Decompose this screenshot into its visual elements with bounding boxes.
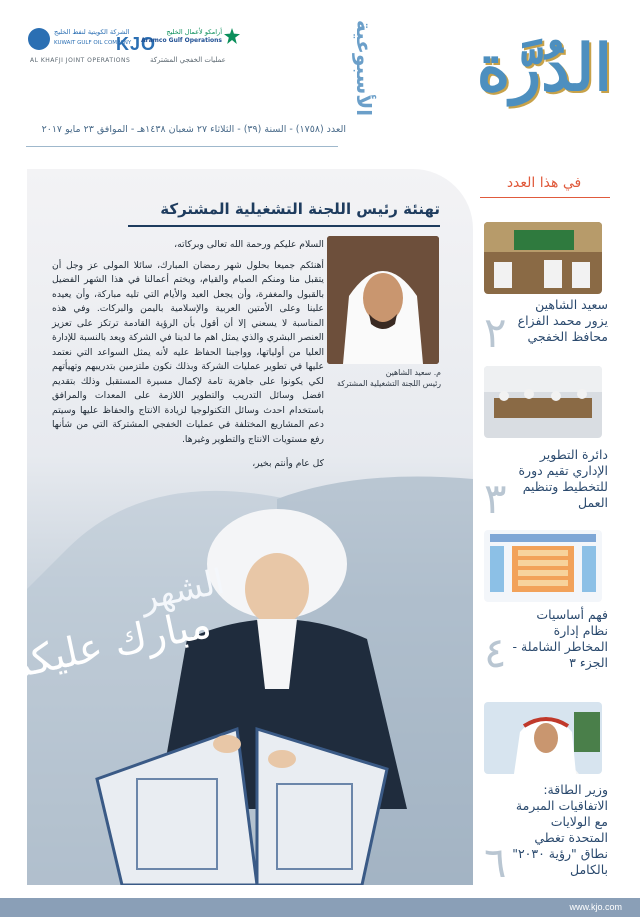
footer-website-link[interactable]: www.kjo.com bbox=[569, 902, 622, 912]
kgoc-logo-arabic: الشركة الكويتية لنفط الخليج bbox=[54, 28, 130, 36]
article-closing: كل عام وأنتم بخير، bbox=[252, 458, 324, 469]
sidebar-item-4-title[interactable]: وزير الطاقة: الاتفاقيات المبرمة مع الولايات المتحدة تغطي نطاق "رؤية ٢٠٣٠" بالكامل bbox=[512, 782, 608, 877]
article-body bbox=[52, 238, 324, 478]
kgoc-emblem-icon bbox=[28, 28, 50, 50]
sidebar-item-2-title[interactable]: دائرة التطوير الإداري تقيم دورة للتخطيط وتنظيم العمل bbox=[518, 447, 608, 510]
sidebar-item-3-page: ٤ bbox=[484, 628, 507, 677]
sidebar-item-3-thumbnail[interactable] bbox=[484, 530, 602, 602]
portrait-illustration bbox=[327, 236, 439, 364]
sidebar-heading-underline bbox=[480, 197, 610, 198]
minister-photo-icon bbox=[484, 702, 602, 774]
caption-role: رئيس اللجنة التشغيلية المشتركة bbox=[337, 379, 441, 388]
portrait-caption bbox=[325, 367, 441, 389]
sidebar-item-4-page: ٦ bbox=[484, 838, 507, 887]
masthead bbox=[0, 0, 640, 125]
sidebar-item-1-title[interactable]: سعيد الشاهين يزور محمد الفزاع محافظ الخفجي bbox=[517, 297, 608, 344]
sidebar-item-2-page: ٣ bbox=[484, 474, 507, 523]
portrait-photo bbox=[327, 236, 439, 364]
sidebar-item-2-thumbnail[interactable] bbox=[484, 366, 602, 438]
masthead-title bbox=[352, 18, 612, 117]
aramco-logo-english: Aramco Gulf Operations bbox=[141, 37, 222, 44]
aramco-logo-arabic: أرامكو لأعمال الخليج bbox=[166, 28, 222, 36]
issue-divider bbox=[26, 146, 338, 147]
sidebar-item-3-title[interactable]: فهم أساسيات نظام إدارة المخاطر الشاملة - الجزء ٣ bbox=[512, 607, 608, 670]
eid-calligraphy-line2: مبارك عليكم bbox=[1, 600, 216, 690]
aramco-star-icon bbox=[224, 28, 240, 44]
masthead-weekly-label: الأسبوعية bbox=[352, 20, 376, 117]
meeting-photo-icon bbox=[484, 222, 602, 294]
classroom-photo-icon bbox=[484, 366, 602, 438]
article-title-underline bbox=[128, 225, 440, 227]
joint-operations-arabic: عمليات الخفجي المشتركة bbox=[150, 56, 226, 64]
issue-info: العدد (١٧٥٨) - السنة (٣٩) - الثلاثاء ٢٧ شعبان ١٤٣٨هـ - الموافق ٢٣ مايو ٢٠١٧ bbox=[41, 124, 346, 135]
article-greeting: السلام عليكم ورحمة الله تعالى وبركاته، bbox=[174, 239, 324, 250]
risk-diagram-icon bbox=[484, 530, 602, 602]
sidebar-item-4-thumbnail[interactable] bbox=[484, 702, 602, 774]
sidebar-heading: في هذا العدد bbox=[506, 175, 582, 191]
caption-name: م. سعيد الشاهين bbox=[385, 368, 441, 377]
article-title: تهنئة رئيس اللجنة التشغيلية المشتركة bbox=[160, 200, 440, 218]
sidebar-item-1-page: ٢ bbox=[484, 308, 507, 357]
sidebar-item-1-thumbnail[interactable] bbox=[484, 222, 602, 294]
joint-operations-english: AL KHAFJI JOINT OPERATIONS bbox=[30, 57, 131, 64]
footer-bar bbox=[0, 898, 640, 917]
kjo-logo: KJO bbox=[116, 34, 157, 54]
masthead-main-title: الدُرَّة bbox=[476, 31, 612, 106]
kgoc-logo-english: KUWAIT GULF OIL COMPANY bbox=[54, 40, 132, 46]
eid-greeting-calligraphy bbox=[1, 560, 229, 750]
eid-calligraphy-line1: الشهر bbox=[137, 561, 229, 619]
article-paragraph: أهنئكم جميعا بحلول شهر رمضان المبارك، سائلا المولى عز وجل أن يتقبل منا ومنكم الصيام والقيام، ويختم أعمالنا في هذا الشهر الفضيل بالقبول والمغفرة، وأن يجعل العيد والأيام التي تليه مباركة، وأن يعيده علينا وعلى الأمتين العربية والإسلامية باليمن والبركات. وفي هذه المناسبة لا يسعني إلا أن أقول بأن الرؤية القادمة ترتكز على تعزيز العنصر البشري والذي يمثل اهم ما لدينا في الشركة ويعد بالنسبة للإدارة العليا من أولياتها، وواجبنا الحفاظ عليه لأنه يمثل السواعد التي نعتمد عليها في تطوير عمليات الشركة وبذلك نكون ملتزمين بتدريبهم وتهيأتهم لكي يكونوا على جاهزية تامة لإكمال مسيرة المستقبل وذلك بتقديم افضل وسائل التدريب والتطوير اللازمة على المعدات والمرافق باستخدام احدث وسائل التكنولوجيا لزيادة الانتاج والحفاظ عليها وسيتم دعم المشاريع المختلفة في عمليات الخفجي المشتركة التي من شأنها رفع مستويات الانتاج والتطوير وغيرها. bbox=[52, 259, 324, 445]
